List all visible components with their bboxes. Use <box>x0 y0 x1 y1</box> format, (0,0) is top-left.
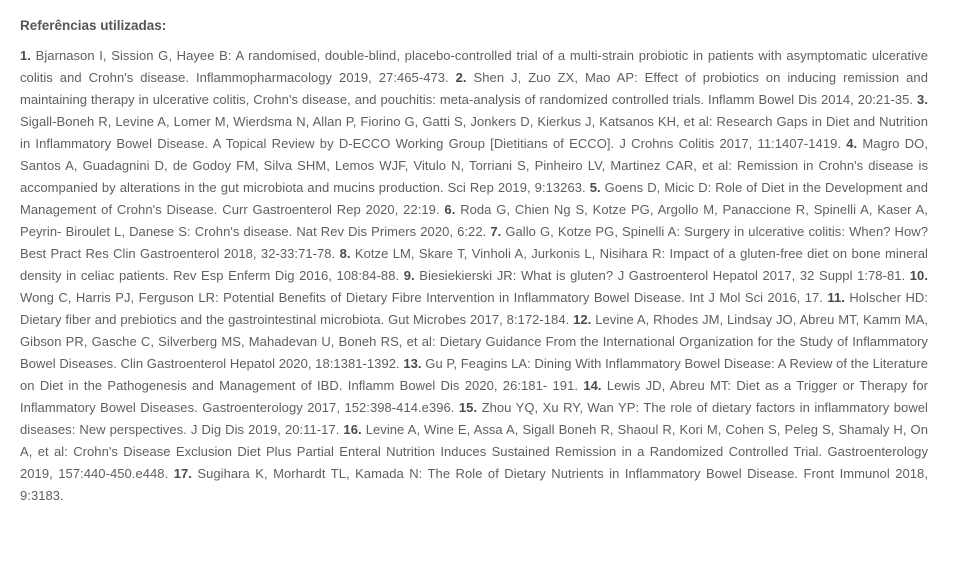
reference-number: 3. <box>917 92 928 107</box>
references-paragraph <box>20 45 928 507</box>
reference-text: Roda G, Chien Ng S, Kotze PG, Argollo M, Panaccione R, Spinelli A, Kaser A, Peyrin- Biroulet L, Danese S: Crohn's disease. Nat Rev Dis Primers 2020, 6:22. <box>20 202 928 239</box>
reference-text: Shen J, Zuo ZX, Mao AP: Effect of probiotics on inducing remission and maintaining therapy in ulcerative colitis, Crohn's disease, and pouchitis: meta-analysis of randomized controlled trials. Inflamm Bowel Dis 2014, 20:21-35. <box>20 70 928 107</box>
reference-number: 10. <box>909 268 928 283</box>
reference-text: Magro DO, Santos A, Guadagnini D, de Godoy FM, Silva SHM, Lemos WJF, Vitulo N, Torriani S, Pinheiro LV, Martinez CAR, et al: Remission in Crohn's disease is accompanied by alterations in the gut microbiota and mucins production. Sci Rep 2019, 9:13263. <box>20 136 928 195</box>
reference-text: Goens D, Micic D: Role of Diet in the Development and Management of Crohn's Disease. Curr Gastroenterol Rep 2020, 22:19. <box>20 180 928 217</box>
references-heading: Referências utilizadas: <box>20 18 167 33</box>
reference-text: Sugihara K, Morhardt TL, Kamada N: The Role of Dietary Nutrients in Inflammatory Bowel Disease. Front Immunol 2018, 9:3183. <box>20 466 928 503</box>
reference-number: 17. <box>173 466 192 481</box>
reference-text: Lewis JD, Abreu MT: Diet as a Trigger or Therapy for Inflammatory Bowel Diseases. Gastroenterology 2017, 152:398-414.e396. <box>20 378 929 415</box>
references-section <box>20 16 928 507</box>
reference-number: 13. <box>403 356 422 371</box>
reference-number: 16. <box>343 422 362 437</box>
reference-number: 2. <box>455 70 467 85</box>
reference-text: Levine A, Rhodes JM, Lindsay JO, Abreu MT, Kamm MA, Gibson PR, Gasche C, Silverberg MS, Mahadevan U, Boneh RS, et al: Dietary Guidance From the International Organization for the Study of Inflammatory Bowel Diseases. Clin Gastroenterol Hepatol 2020, 18:1381-1392. <box>20 312 929 371</box>
reference-text: Kotze LM, Skare T, Vinholi A, Jurkonis L, Nisihara R: Impact of a gluten-free diet on bone mineral density in celiac patients. Rev Esp Enferm Dig 2016, 108:84-88. <box>20 246 928 283</box>
reference-text: Wong C, Harris PJ, Ferguson LR: Potential Benefits of Dietary Fibre Intervention in Inflammatory Bowel Disease. Int J Mol Sci 2016, 17. <box>20 290 823 305</box>
reference-number: 6. <box>444 202 456 217</box>
reference-number: 1. <box>20 48 31 63</box>
reference-text: Gu P, Feagins LA: Dining With Inflammatory Bowel Disease: A Review of the Literature on Diet in the Pathogenesis and Management of IBD. Inflamm Bowel Dis 2020, 26:181- 191. <box>20 356 928 393</box>
reference-text: Holscher HD: Dietary fiber and prebiotics and the gastrointestinal microbiota. Gut Microbes 2017, 8:172-184. <box>20 290 928 327</box>
reference-number: 7. <box>490 224 502 239</box>
reference-text: Biesiekierski JR: What is gluten? J Gastroenterol Hepatol 2017, 32 Suppl 1:78-81. <box>419 268 906 283</box>
reference-number: 15. <box>458 400 478 415</box>
reference-number: 5. <box>589 180 601 195</box>
reference-text: Zhou YQ, Xu RY, Wan YP: The role of dietary factors in inflammatory bowel diseases: New perspectives. J Dig Dis 2019, 20:11-17. <box>20 400 928 437</box>
reference-number: 14. <box>583 378 602 393</box>
reference-text: Sigall-Boneh R, Levine A, Lomer M, Wierdsma N, Allan P, Fiorino G, Gatti S, Jonkers D, Kierkus J, Katsanos KH, et al: Research Gaps in Diet and Nutrition in Inflammatory Bowel Disease. A Topical Review by D-ECCO Working Group [Dietitians of ECCO]. J Crohns Colitis 2017, 11:1407-1419. <box>20 114 928 151</box>
reference-number: 4. <box>846 136 858 151</box>
reference-text: Gallo G, Kotze PG, Spinelli A: Surgery in ulcerative colitis: When? How? Best Pract Res Clin Gastroenterol 2018, 32-33:71-78. <box>20 224 928 261</box>
reference-number: 11. <box>827 290 845 305</box>
reference-number: 12. <box>573 312 592 327</box>
reference-number: 9. <box>403 268 415 283</box>
reference-text: Levine A, Wine E, Assa A, Sigall Boneh R, Shaoul R, Kori M, Cohen S, Peleg S, Shamaly H, On A, et al: Crohn's Disease Exclusion Diet Plus Partial Enteral Nutrition Induces Sustained Remission in a Randomized Controlled Trial. Gastroenterology 2019, 157:440-450.e448. <box>20 422 929 481</box>
reference-item <box>404 268 905 283</box>
reference-number: 8. <box>339 246 351 261</box>
reference-text: Bjarnason I, Sission G, Hayee B: A randomised, double-blind, placebo-controlled trial of a multi-strain probiotic in patients with asymptomatic ulcerative colitis and Crohn's disease. Inflammopharmacology 2019, 27:465-473. <box>20 48 928 85</box>
